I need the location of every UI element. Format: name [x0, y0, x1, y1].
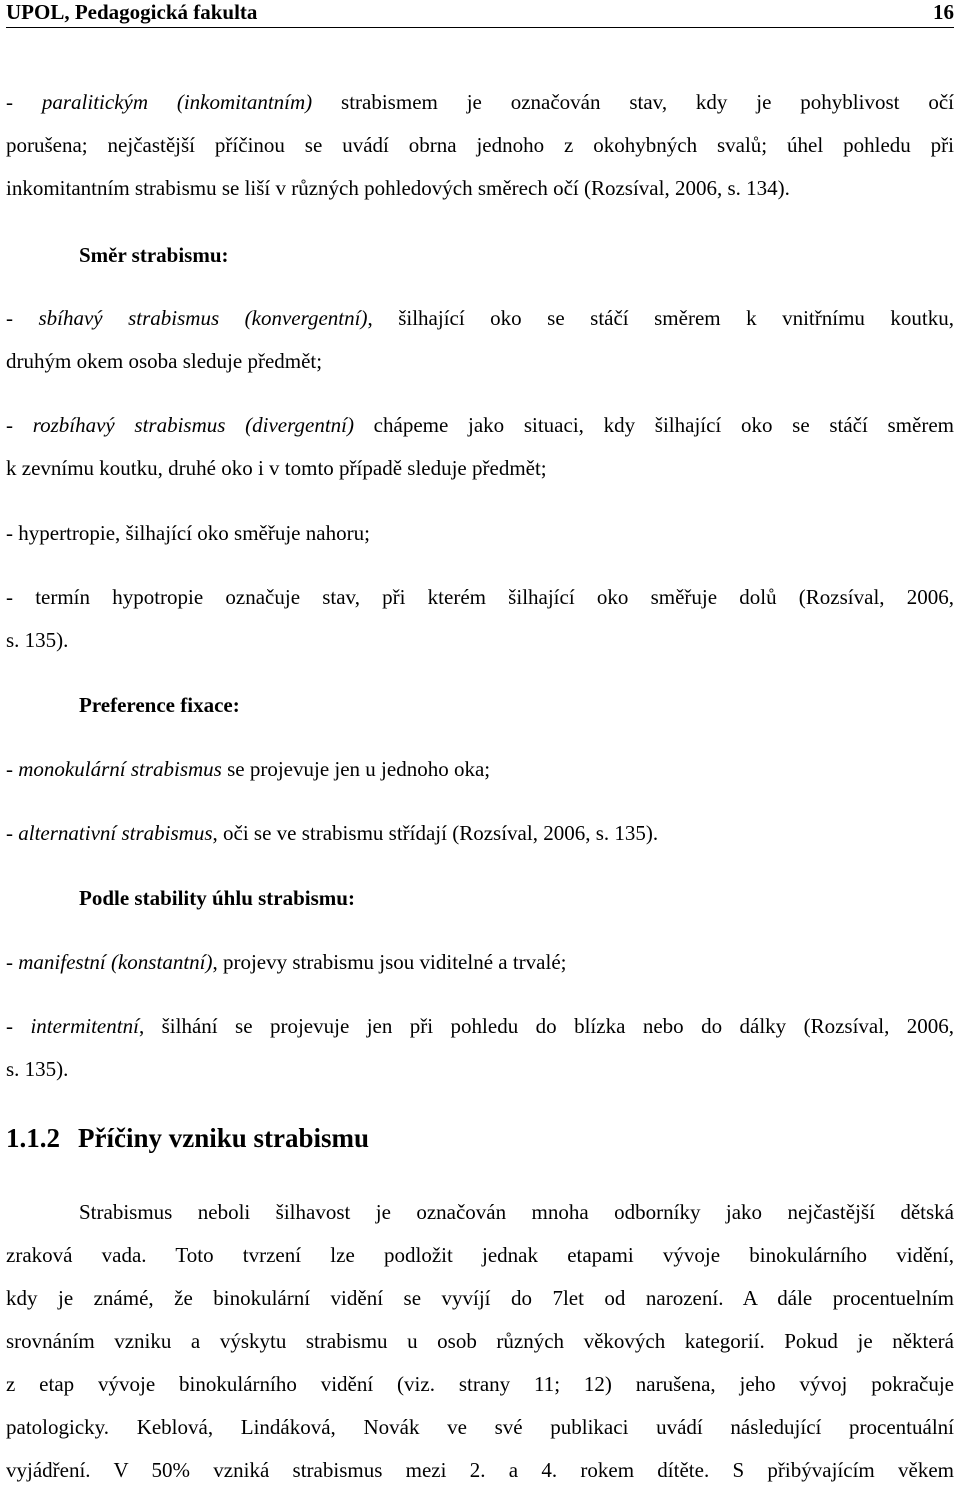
- term-manifest: manifestní (konstantní): [18, 950, 213, 974]
- paragraph-line: z etap vývoje binokulárního vidění (viz. strany 11; 12) narušena, jeho vývoj pokračuje: [6, 1372, 954, 1396]
- header-institution: UPOL, Pedagogická fakulta: [6, 0, 258, 24]
- list-item: - alternativní strabismus, oči se ve strabismu střídají (Rozsíval, 2006, s. 135).: [6, 821, 659, 845]
- paralytic-paragraph: [6, 81, 954, 210]
- paragraph-line: kdy je známé, že binokulární vidění se vyvíjí do 7let od narození. A dále procentuelním: [6, 1286, 954, 1310]
- heading-smer-strabismu: Směr strabismu:: [79, 243, 229, 267]
- paragraph-line: inkomitantním strabismu se liší v různých pohledových směrech očí (Rozsíval, 2006, s. 134).: [6, 176, 790, 200]
- list-item: - termín hypotropie označuje stav, při kterém šilhající oko směřuje dolů (Rozsíval, 2006, s. 135).: [6, 585, 954, 652]
- list-item: - intermitentní, šilhání se projevuje jen při pohledu do blízka nebo do dálky (Rozsíval, 2006, s. 135).: [6, 1014, 955, 1081]
- section-heading: [6, 1120, 369, 1156]
- term-divergent: rozbíhavý strabismus (divergentní): [32, 413, 354, 437]
- list-item: - rozbíhavý strabismus (divergentní) chápeme jako situaci, kdy šilhající oko se stáčí směrem k zevnímu koutku, druhé oko i v tomto případě sleduje předmět;: [6, 413, 954, 480]
- body-paragraph: [6, 1191, 954, 1492]
- term-intermittent: intermitentní: [30, 1014, 139, 1038]
- section-number: 1.1.2: [6, 1123, 60, 1153]
- section-title: Příčiny vzniku strabismu: [78, 1123, 370, 1153]
- paragraph-line: patologicky. Keblová, Lindáková, Novák ve své publikaci uvádí následující procentuální: [6, 1415, 954, 1439]
- page-number: 16: [933, 0, 954, 24]
- list-item: - hypertropie, šilhající oko směřuje nahoru;: [6, 521, 370, 545]
- term-alternative: alternativní strabismus: [18, 821, 213, 845]
- paragraph-line: srovnáním vzniku a výskytu strabismu u osob různých věkových kategorií. Pokud je některá: [6, 1329, 954, 1353]
- term-monocular: monokulární strabismus: [18, 757, 222, 781]
- term-convergent: sbíhavý strabismus (konvergentní): [38, 306, 368, 330]
- heading-stabilita: Podle stability úhlu strabismu:: [79, 886, 355, 910]
- page-header: [6, 0, 954, 28]
- paragraph-line: zraková vada. Toto tvrzení lze podložit jednak etapami vývoje binokulárního vidění,: [6, 1243, 954, 1267]
- paragraph-line: - paralitickým (inkomitantním) strabismem je označován stav, kdy je pohyblivost očí: [6, 90, 954, 114]
- paragraph-line: vyjádření. V 50% vzniká strabismus mezi 2. a 4. rokem dítěte. S přibývajícím věkem: [6, 1458, 954, 1482]
- list-item: - manifestní (konstantní), projevy strabismu jsou viditelné a trvalé;: [6, 950, 567, 974]
- list-item: - sbíhavý strabismus (konvergentní), šilhající oko se stáčí směrem k vnitřnímu koutku, druhým okem osoba sleduje předmět;: [6, 306, 954, 373]
- heading-preference-fixace: Preference fixace:: [79, 693, 240, 717]
- paragraph-line: Strabismus neboli šilhavost je označován mnoha odborníky jako nejčastější dětská: [79, 1200, 954, 1224]
- term-paralytic: paralitickým (inkomitantním): [41, 90, 313, 114]
- paragraph-line: porušena; nejčastější příčinou se uvádí obrna jednoho z okohybných svalů; úhel pohledu při: [6, 133, 954, 157]
- list-item: - monokulární strabismus se projevuje jen u jednoho oka;: [6, 757, 491, 781]
